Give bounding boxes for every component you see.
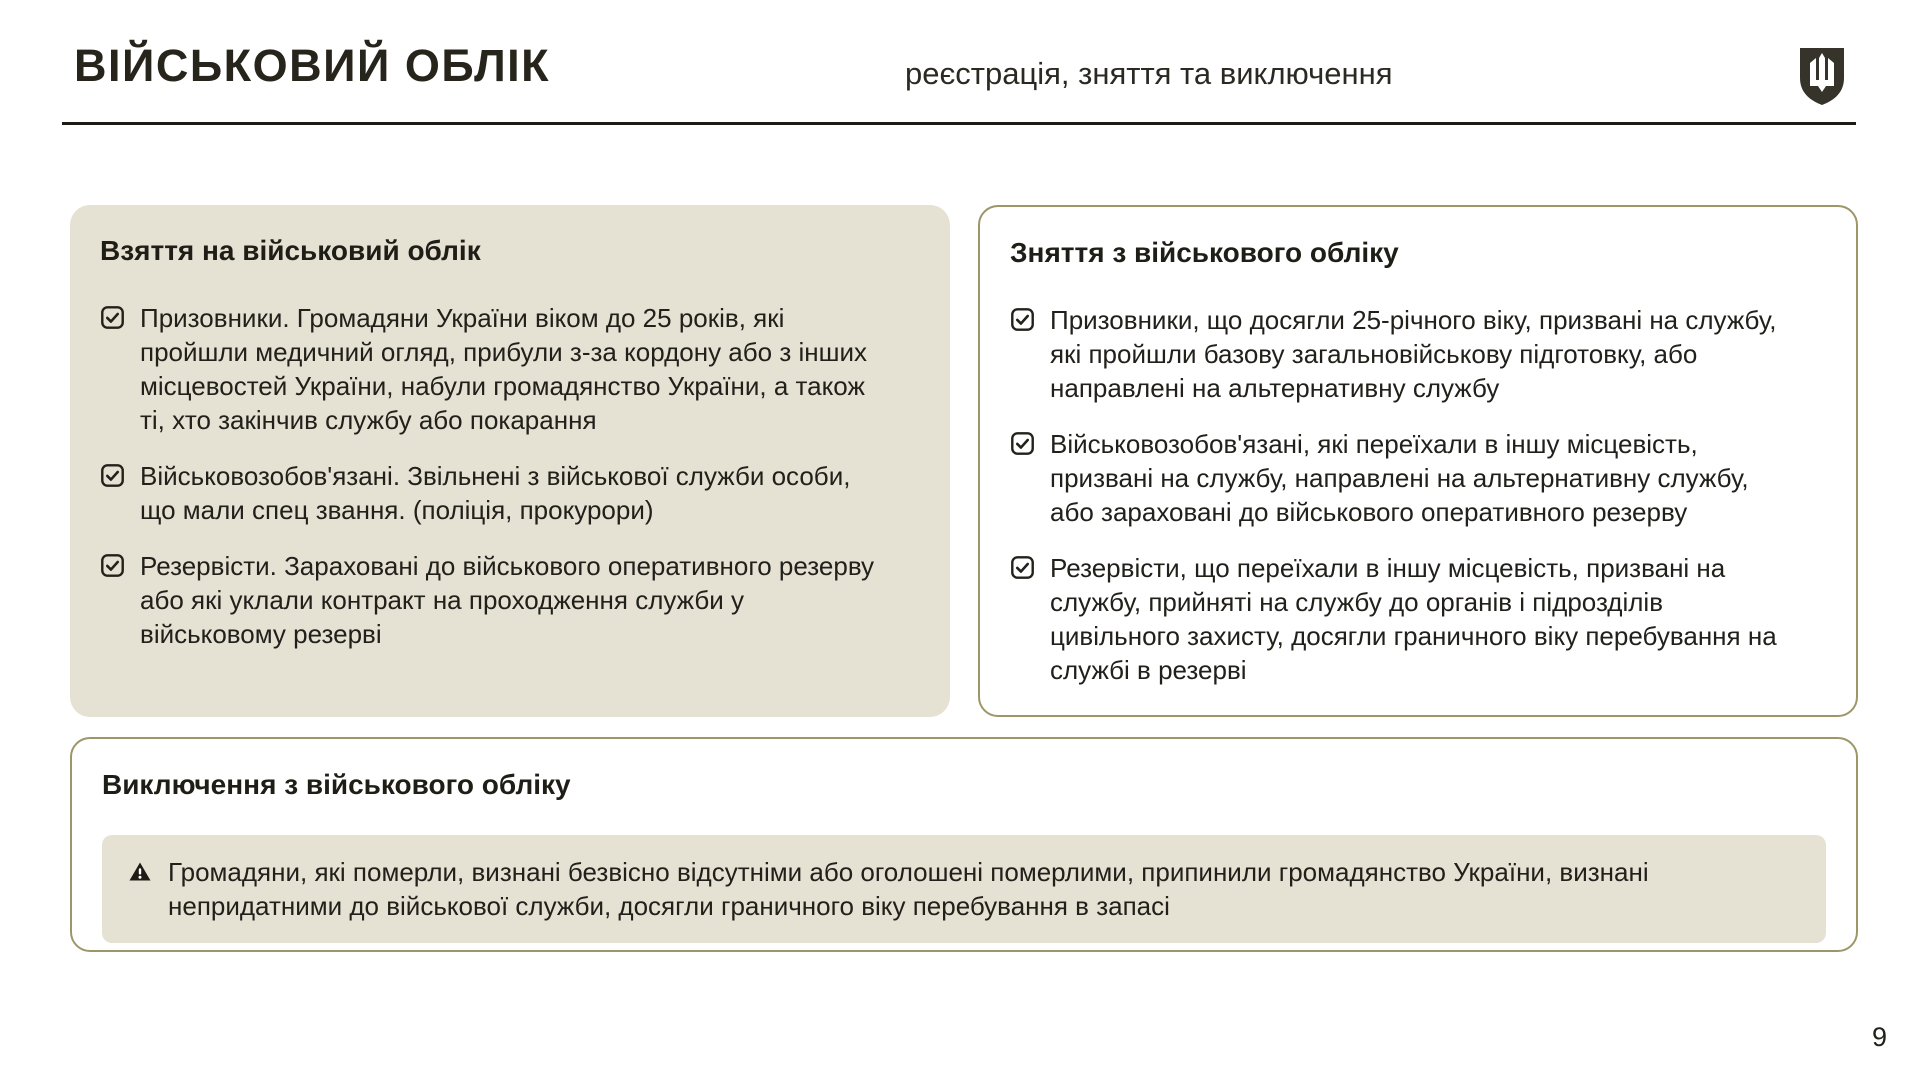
list-item (1010, 551, 1826, 687)
card-registration-title: Взяття на військовий облік (100, 235, 481, 266)
list-item-text: Призовники, що досягли 25-річного віку, призвані на службу, які пройшли базову загальновійськову підготовку, або направлені на альтернативну службу (1050, 305, 1777, 403)
list-item (100, 549, 920, 651)
list-item (1010, 303, 1826, 405)
checkbox-checked-icon (100, 553, 125, 651)
checkbox-checked-icon (1010, 431, 1035, 529)
list-item (100, 459, 920, 527)
list-item (100, 301, 920, 437)
cards-row (70, 205, 1858, 717)
page-subtitle: реєстрація, зняття та виключення (905, 56, 1393, 91)
list-item (1010, 427, 1826, 529)
card-exclusion-title: Виключення з військового обліку (102, 769, 571, 800)
card-exclusion (70, 737, 1858, 952)
header-divider (62, 122, 1856, 125)
list-item-text: Військовозобов'язані. Звільнені з військової служби особи, що мали спец звання. (поліція, прокурори) (140, 461, 851, 525)
checkbox-checked-icon (1010, 555, 1035, 687)
card-removal-title: Зняття з військового обліку (1010, 237, 1399, 268)
list-item-text: Резервісти, що переїхали в іншу місцевість, призвані на службу, прийняті на службу до органів і підрозділів цивільного захисту, досягли граничного віку перебування на службі в резерві (1050, 553, 1777, 685)
warning-triangle-icon (128, 860, 152, 923)
list-item-text: Резервісти. Зараховані до військового оперативного резерву або які уклали контракт на проходження служби у військовому резерві (140, 551, 875, 649)
card-removal (978, 205, 1858, 717)
card-registration (70, 205, 950, 717)
checkbox-checked-icon (100, 463, 125, 527)
checkbox-checked-icon (100, 305, 125, 437)
page-title: ВІЙСЬКОВИЙ ОБЛІК (74, 40, 551, 91)
list-item-text: Призовники. Громадяни України віком до 25 років, які пройшли медичний огляд, прибули з-за кордону або з інших місцевостей України, набули громадянство України, а також ті, хто закінчив службу або покарання (140, 303, 867, 435)
warning-text: Громадяни, які померли, визнані безвісно відсутніми або оголошені померлими, припинили громадянство України, визнані непридатними до військової служби, досягли граничного віку перебування в запасі (168, 857, 1649, 921)
list-item-text: Військовозобов'язані, які переїхали в іншу місцевість, призвані на службу, направлені на альтернативну службу, або зараховані до військового оперативного резерву (1050, 429, 1749, 527)
checkbox-checked-icon (1010, 307, 1035, 405)
warning-box (102, 835, 1826, 943)
shield-trident-icon (1798, 46, 1846, 106)
page-number: 9 (1872, 1022, 1888, 1052)
